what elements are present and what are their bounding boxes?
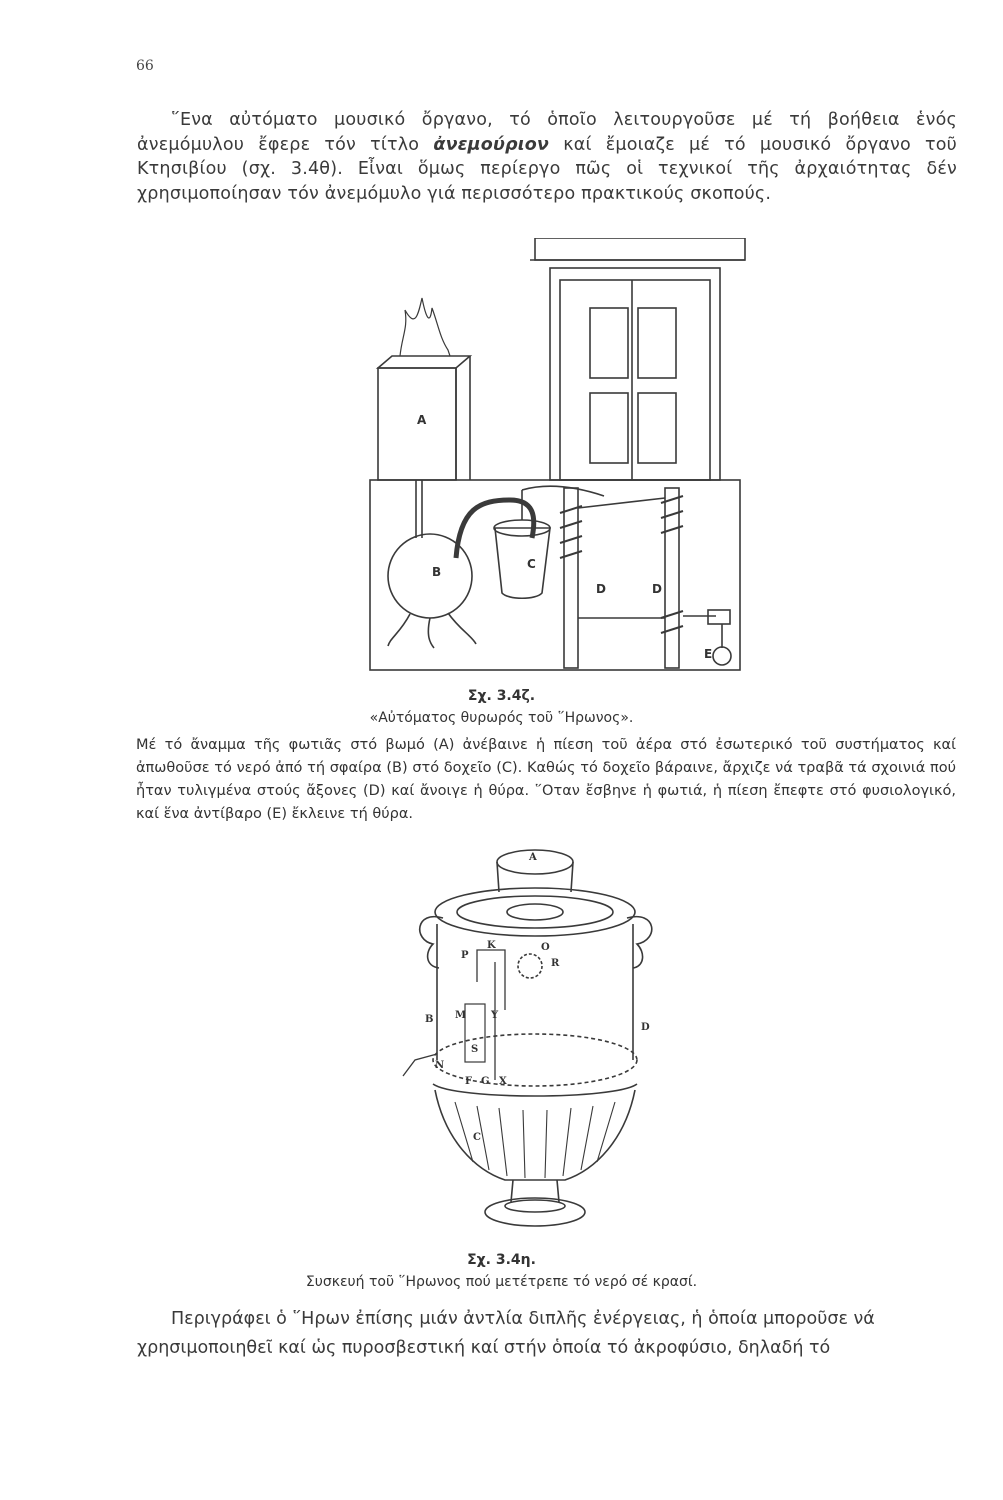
label-top: A xyxy=(529,852,537,863)
label-n: N xyxy=(435,1060,445,1071)
door-panel xyxy=(590,308,628,378)
page-number: 66 xyxy=(136,58,154,74)
figure1-description: Μέ τό ἄναμμα τῆς φωτιᾶς στό βωμό (Α) ἀνέβαινε ἡ πίεση τοῦ ἀέρα στό ἐσωτερικό τοῦ συστήματος καί ἀπωθοῦσε τό νερό ἀπό τή σφαίρα (Β) στό δοχεῖο (C). Καθώς τό δοχεῖο βάραινε, ἄρχιζε νά τραβᾶ τά σχοινιά πού ἦταν τυλιγμένα στούς ἄξονες (D) καί ἄνοιγε ἡ θύρα. ῞Οταν ἔσβηνε ἡ φωτιά, ἡ πίεση ἔπεφτε στό φυσιολογικό, καί ἕνα ἀντίβαρο (Ε) ἔκλεινε τή θύρα. xyxy=(136,737,956,822)
label-c2: C xyxy=(473,1132,481,1143)
flame-icon xyxy=(400,298,450,356)
figure1-number: Σχ. 3.4ζ. xyxy=(467,688,536,704)
closing-paragraph: Περιγράφει ὁ ῞Ηρων ἐπίσης μιάν ἀντλία διπλῆς ἐνέργειας, ἡ ὁποία μποροῦσε νά χρησιμοποιηθεῖ καί ὡς πυροσβεστική καί στήν ὁποία τό ἀκροφύσιο, δηλαδή τό xyxy=(137,1309,875,1358)
axle-left xyxy=(564,488,578,668)
figure2-title: Συσκευή τοῦ ῞Ηρωνος πού μετέτρεπε τό νερό σέ κρασί. xyxy=(305,1274,698,1290)
label-o: O xyxy=(541,942,550,953)
label-f: F xyxy=(465,1076,473,1087)
intro-text-2: καί ἔμοιαζε μέ τό μουσικό ὄργανο τοῦ Κτησιβίου (σχ. 3.4θ). Εἶναι ὅμως περίεργο πῶς οἱ τεχνικοί τῆς ἀρχαιότητας δέν χρησιμοποίησαν τόν ἀνεμόμυλο γιά περισσότερο πρακτικούς σκοπούς. xyxy=(137,134,957,204)
label-d2: D xyxy=(641,1022,650,1033)
door-lintel xyxy=(535,238,745,260)
figure-automatic-door xyxy=(360,238,750,678)
label-e: E xyxy=(704,647,713,661)
temple-base xyxy=(370,480,740,670)
label-b: B xyxy=(432,565,442,579)
label-p: P xyxy=(461,950,469,961)
intro-bold-term: ἀνεμούριον xyxy=(433,134,550,155)
handle-right xyxy=(627,917,652,968)
figure2-number: Σχ. 3.4η. xyxy=(467,1252,536,1268)
figure-wine-vase xyxy=(395,840,675,1240)
label-g: G xyxy=(481,1076,490,1087)
label-m: M xyxy=(455,1010,467,1021)
label-c: C xyxy=(527,557,536,571)
label-a: A xyxy=(417,413,427,427)
label-d-left: D xyxy=(596,582,606,596)
door-frame xyxy=(550,268,720,480)
label-y: Y xyxy=(491,1010,499,1021)
label-r: R xyxy=(551,958,560,969)
intro-text-1: ῞Ενα αὐτόματο μουσικό ὄργανο, τό ὁποῖο λειτουργοῦσε μέ τή βοήθεια ἑνός ἀνεμόμυλου ἔφερε τόν τίτλο xyxy=(137,110,957,155)
handle-left xyxy=(420,917,443,968)
label-x: X xyxy=(499,1076,507,1087)
bucket xyxy=(495,528,550,598)
intro-paragraph xyxy=(137,108,957,206)
label-b2: B xyxy=(425,1014,434,1025)
label-s: S xyxy=(471,1044,479,1055)
label-d-right: D xyxy=(652,582,662,596)
vase-belt xyxy=(433,1084,637,1096)
counterweight xyxy=(713,647,731,665)
label-k: K xyxy=(487,940,496,951)
figure1-title: «Αὐτόματος θυρωρός τοῦ ῞Ηρωνος». xyxy=(369,710,634,726)
